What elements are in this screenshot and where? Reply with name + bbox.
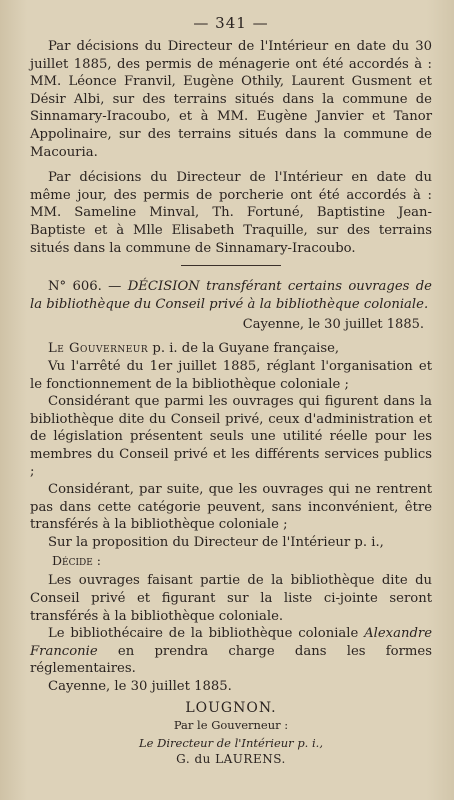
- paragraph-menagerie: Par décisions du Directeur de l'Intérieur en date du 30 juillet 1885, des permis de ménagerie ont été accordés à : MM. Léonce Franvil, Eugène Othily, Laurent Gusment et Désir Albi, sur des terrains situés dans la commune de Sinnamary-Iracoubo, et à MM. Eugène Janvier et Tanor Appolinaire, sur des terrains situés dans la commune de Macouria.: [30, 39, 432, 160]
- article-1: Les ouvrages faisant partie de la bibliothèque dite du Conseil privé et figurant sur la liste ci-jointe seront transférés à la bibliothèque coloniale.: [30, 573, 432, 624]
- separator-rule: [181, 265, 281, 266]
- page-number: — 341 —: [193, 14, 269, 32]
- governor-label: Le Gouverneur: [48, 341, 149, 357]
- decision-title: DÉCISION transférant certains ouvrages de la bibliothèque du Conseil privé à la bibliothèque coloniale.: [30, 279, 432, 312]
- signature-by: Par le Gouverneur :: [173, 717, 289, 732]
- article-2-end: en prendra charge dans les formes réglementaires.: [30, 643, 432, 677]
- signature-name: LOUGNON.: [185, 699, 277, 716]
- signature-role: Le Directeur de l'Intérieur p. i.,: [139, 735, 323, 750]
- decision-number: N° 606. —: [48, 279, 122, 295]
- considerant-2: Considérant que parmi les ouvrages qui figurent dans la bibliothèque dite du Conseil privé, ceux d'administration et de législation présentent seuls une utilité réelle pour les membres du Conseil privé et les différents services publics ;: [30, 394, 432, 480]
- considerant-1: Vu l'arrêté du 1er juillet 1885, réglant l'organisation et le fonctionnement de la bibliothèque coloniale ;: [30, 358, 432, 392]
- article-2: [30, 625, 432, 678]
- librarian-name: Alexandre Franconie: [30, 626, 432, 659]
- paragraph-porcherie: Par décisions du Directeur de l'Intérieur en date du même jour, des permis de porcherie ont été accordés à : MM. Sameline Minval, Th. Fortuné, Baptistine Jean-Baptiste et à Mlle Elisabeth Traquille, sur des terrains situés dans la commune de Sinnamary-Iracoubo.: [30, 170, 432, 256]
- considerant-4: Sur la proposition du Directeur de l'Intérieur p. i.,: [48, 534, 384, 550]
- signature-final: G. du LAURENS.: [176, 751, 286, 766]
- article-2-start: Le bibliothécaire de la bibliothèque coloniale: [48, 626, 359, 642]
- decision-heading: [30, 278, 432, 313]
- decision-place-date: Cayenne, le 30 juillet 1885.: [242, 317, 424, 333]
- governor-line: [30, 340, 432, 358]
- decide-label: Décide :: [52, 553, 102, 569]
- closing-date: Cayenne, le 30 juillet 1885.: [48, 679, 232, 694]
- governor-rest: p. i. de la Guyane française,: [152, 341, 340, 357]
- considerant-3: Considérant, par suite, que les ouvrages qui ne rentrent pas dans cette catégorie peuvent, sans inconvénient, être transférés à la bibliothèque coloniale ;: [30, 482, 432, 533]
